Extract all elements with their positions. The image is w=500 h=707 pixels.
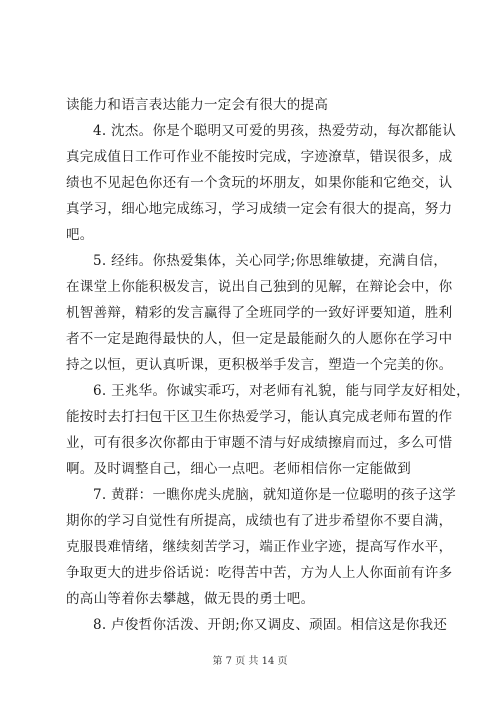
text-line: 能按时去打扫包干区卫生你热爱学习，能认真完成老师布置的作 xyxy=(66,409,453,425)
text-line: 真学习，细心地完成练习，学习成绩一定会有很大的提高，努力 xyxy=(66,201,453,217)
text-line: 在课堂上你能积极发言，说出自己独到的见解，在辩论会中，你 xyxy=(66,279,453,295)
text-line: 真完成值日工作可作业不能按时完成，字迹潦草，错误很多，成 xyxy=(66,149,453,165)
text-line: 吧。 xyxy=(66,227,94,243)
text-line: 绩也不见起色你还有一个贪玩的坏朋友，如果你能和它绝交，认 xyxy=(66,175,453,191)
text-line: 的高山等着你去攀越，做无畏的勇士吧。 xyxy=(66,591,315,607)
text-line: 6. 王兆华。你诚实乖巧，对老师有礼貌，能与同学友好相处， xyxy=(93,383,470,399)
text-line: 克服畏难情绪，继续刻苦学习，端正作业字迹，提高写作水平， xyxy=(66,539,453,555)
text-line: 争取更大的进步俗话说：吃得苦中苦，方为人上人你面前有许多 xyxy=(66,565,453,581)
page-footer: 第 7 页 共 14 页 xyxy=(212,656,288,667)
text-line: 业，可有很多次你都由于审题不清与好成绩擦肩而过，多么可惜 xyxy=(66,435,453,451)
text-line: 读能力和语言表达能力一定会有很大的提高 xyxy=(66,97,329,113)
text-line: 机智善辩，精彩的发言赢得了全班同学的一致好评要知道，胜利 xyxy=(66,305,453,321)
text-line: 4. 沈杰。你是个聪明又可爱的男孩，热爱劳动，每次都能认 xyxy=(93,123,457,139)
text-line: 者不一定是跑得最快的人，但一定是最能耐久的人愿你在学习中 xyxy=(66,331,453,347)
document-body xyxy=(66,92,470,638)
text-line: 持之以恒，更认真听课，更积极举手发言，塑造一个完美的你。 xyxy=(66,357,453,373)
text-line: 期你的学习自觉性有所提高，成绩也有了进步希望你不要自满， xyxy=(66,513,453,529)
text-line: 7. 黄群：一瞧你虎头虎脑，就知道你是一位聪明的孩子这学 xyxy=(93,487,457,503)
text-line: 啊。及时调整自己，细心一点吧。老师相信你一定能做到 xyxy=(66,461,411,477)
text-line: 8. 卢俊哲你活泼、开朗;你又调皮、顽固。相信这是你我还 xyxy=(93,617,448,633)
text-line: 5. 经纬。你热爱集体，关心同学;你思维敏捷，充满自信， xyxy=(93,253,448,269)
